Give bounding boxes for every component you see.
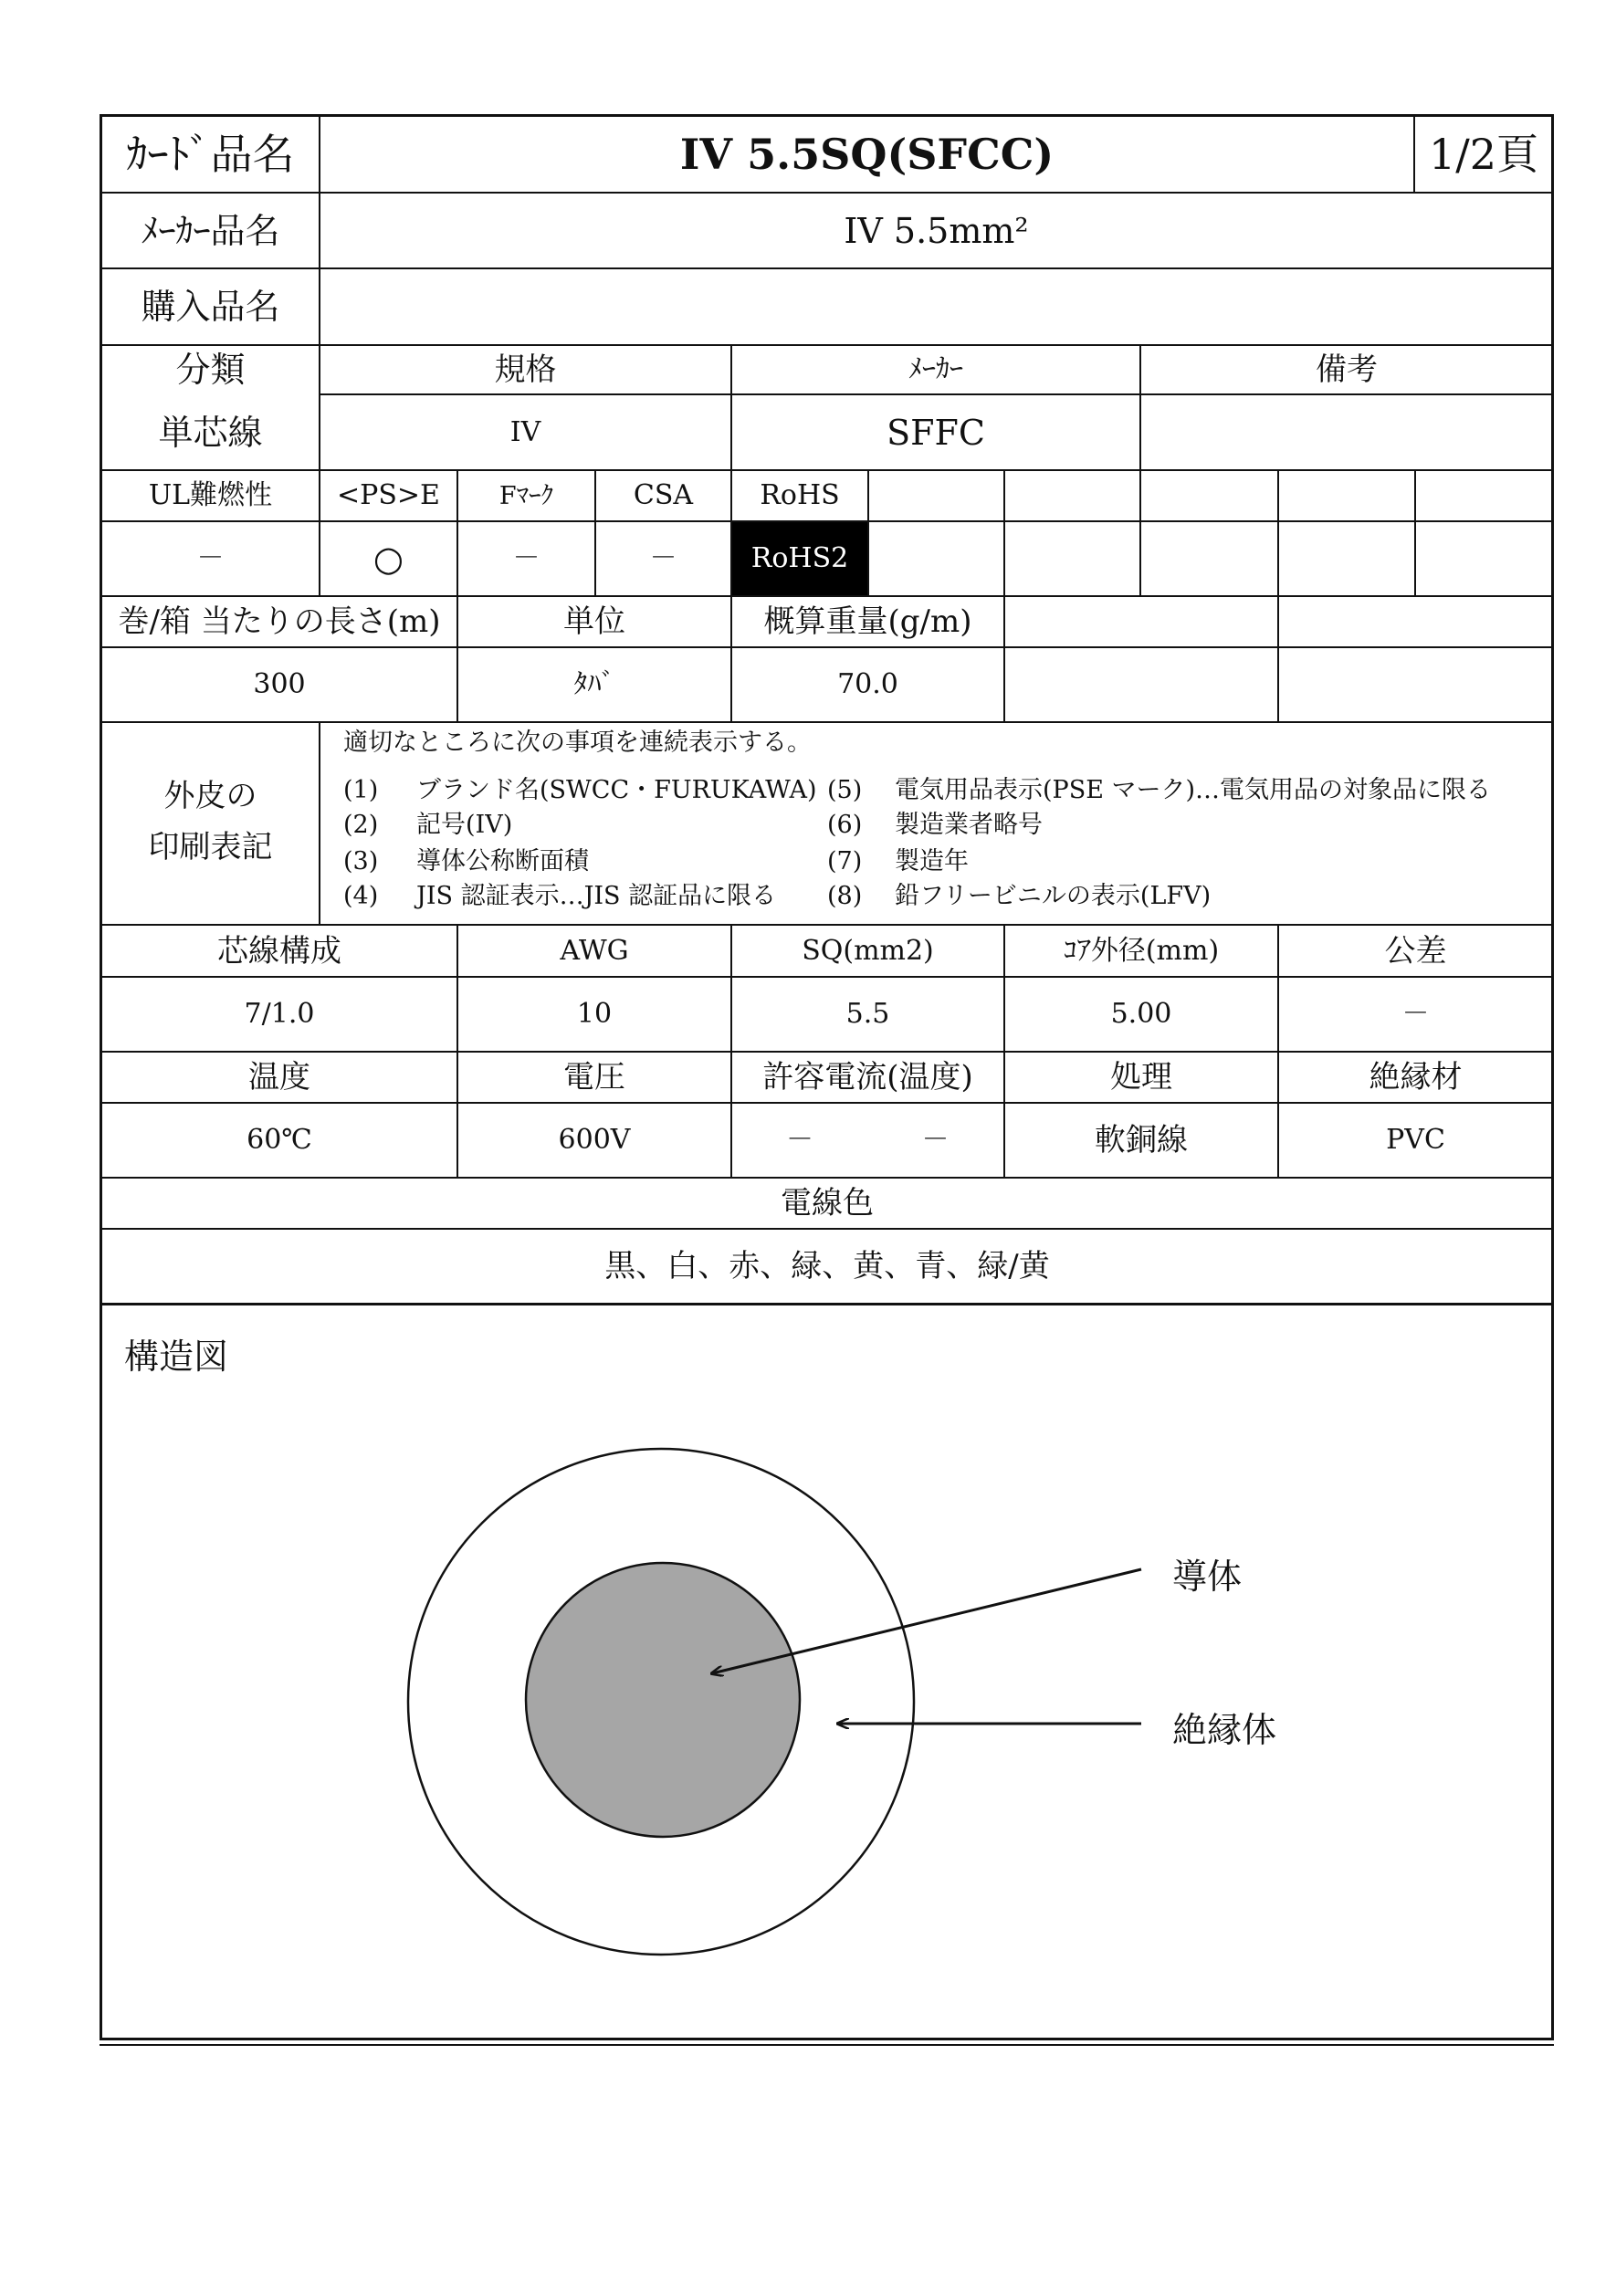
conductor-label: 導体 bbox=[1172, 1557, 1243, 1597]
item-number: (7) bbox=[827, 847, 863, 875]
purchase-name-label: 購入品名 bbox=[141, 287, 280, 327]
rating-header: 許容電流(温度) bbox=[762, 1059, 973, 1096]
approval-value bbox=[1279, 522, 1414, 595]
core-value: 5.5 bbox=[845, 998, 890, 1030]
rating-value: PVC bbox=[1386, 1124, 1445, 1156]
printing-label-line2: 印刷表記 bbox=[148, 829, 273, 865]
packaging-header bbox=[1005, 597, 1277, 646]
approval-header: <PS>E bbox=[337, 479, 440, 511]
approval-header: UL難燃性 bbox=[148, 479, 273, 511]
printing-label-line1: 外皮の bbox=[163, 778, 257, 814]
core-header: ｺｱ外径(mm) bbox=[1063, 934, 1220, 967]
core-header: 芯線構成 bbox=[217, 932, 341, 970]
rating-header: 電圧 bbox=[563, 1059, 625, 1096]
core-header: 公差 bbox=[1384, 932, 1447, 970]
purchase-name-value bbox=[320, 269, 1552, 344]
rating-header: 絶縁材 bbox=[1369, 1059, 1463, 1096]
approval-value: － bbox=[196, 542, 225, 574]
core-header: SQ(mm2) bbox=[802, 934, 934, 967]
rating-header: 処理 bbox=[1110, 1059, 1172, 1096]
item-text: 鉛フリービニルの表示(LFV) bbox=[895, 882, 1212, 910]
approval-value: － bbox=[512, 542, 540, 574]
wire-color-value: 黒、白、赤、緑、黄、青、緑/黄 bbox=[604, 1248, 1050, 1284]
approval-value bbox=[1416, 522, 1552, 595]
rule bbox=[319, 721, 320, 924]
weight-header: 概算重量(g/m) bbox=[763, 603, 972, 640]
item-text: 電気用品表示(PSE マーク)…電気用品の対象品に限る bbox=[895, 776, 1492, 804]
approval-value bbox=[869, 522, 1003, 595]
maker-name-value: IV 5.5mm² bbox=[844, 210, 1029, 251]
insulator-label: 絶縁体 bbox=[1172, 1710, 1277, 1750]
item-number: (1) bbox=[343, 776, 379, 804]
printing-intro: 適切なところに次の事項を連続表示する。 bbox=[343, 729, 812, 757]
maker-name-label: ﾒｰｶｰ品名 bbox=[141, 210, 280, 251]
rating-value: － bbox=[921, 1124, 950, 1156]
item-text: 製造年 bbox=[895, 847, 969, 875]
item-text: 記号(IV) bbox=[416, 811, 513, 839]
classification-header: 分類 bbox=[175, 350, 246, 390]
approval-header bbox=[1005, 471, 1139, 520]
approval-header bbox=[1141, 471, 1277, 520]
remarks-value bbox=[1141, 395, 1552, 469]
bottom-rule bbox=[100, 2044, 1554, 2046]
approval-header: Fﾏｰｸ bbox=[498, 481, 554, 510]
card-name-label: ｶｰﾄﾞ品名 bbox=[126, 130, 295, 179]
core-value: 10 bbox=[576, 998, 613, 1030]
weight-value: 70.0 bbox=[837, 668, 898, 700]
unit-value: ﾀﾊﾞ bbox=[573, 668, 615, 700]
core-value: 7/1.0 bbox=[244, 998, 315, 1030]
core-header: AWG bbox=[560, 934, 629, 967]
packaging-value bbox=[1005, 648, 1277, 721]
packaging-header bbox=[1279, 597, 1552, 646]
rating-value: 60℃ bbox=[247, 1124, 312, 1156]
item-number: (3) bbox=[343, 847, 379, 875]
approval-value bbox=[1141, 522, 1277, 595]
approval-value: － bbox=[649, 542, 677, 574]
item-text: 導体公称断面積 bbox=[416, 847, 589, 875]
core-value: － bbox=[1401, 998, 1430, 1030]
rule bbox=[100, 721, 1554, 723]
approval-value bbox=[1005, 522, 1139, 595]
structure-title: 構造図 bbox=[124, 1337, 229, 1377]
item-text: 製造業者略号 bbox=[895, 811, 1043, 839]
rohs-badge: RoHS2 bbox=[732, 522, 867, 595]
item-text: ブランド名(SWCC・FURUKAWA) bbox=[416, 776, 817, 804]
item-number: (8) bbox=[827, 882, 863, 910]
unit-header: 単位 bbox=[563, 603, 625, 640]
card-name-value: IV 5.5SQ(SFCC) bbox=[679, 130, 1055, 179]
rating-value: 600V bbox=[558, 1124, 631, 1156]
length-per-roll-header: 巻/箱 当たりの長さ(m) bbox=[118, 603, 441, 640]
rating-header: 温度 bbox=[248, 1059, 310, 1096]
rating-value: 軟銅線 bbox=[1095, 1122, 1188, 1158]
approval-header bbox=[1279, 471, 1414, 520]
item-text: JIS 認証表示…JIS 認証品に限る bbox=[416, 882, 777, 910]
approval-header bbox=[1416, 471, 1552, 520]
maker-value: SFFC bbox=[887, 412, 985, 453]
approval-value: ○ bbox=[373, 539, 404, 579]
standard-value: IV bbox=[509, 415, 541, 448]
rating-value: － bbox=[786, 1124, 813, 1156]
item-number: (4) bbox=[343, 882, 379, 910]
maker-header: ﾒｰｶｰ bbox=[908, 353, 963, 385]
packaging-value bbox=[1279, 648, 1552, 721]
page-number: 1/2頁 bbox=[1428, 130, 1539, 179]
approval-header: CSA bbox=[633, 479, 694, 511]
item-number: (6) bbox=[827, 811, 863, 839]
item-number: (5) bbox=[827, 776, 863, 804]
item-number: (2) bbox=[343, 811, 379, 839]
remarks-header: 備考 bbox=[1316, 351, 1378, 388]
approval-header bbox=[869, 471, 1003, 520]
length-per-roll-value: 300 bbox=[253, 668, 306, 700]
rule bbox=[100, 1303, 1554, 1305]
standard-header: 規格 bbox=[494, 351, 557, 388]
wire-color-header: 電線色 bbox=[781, 1185, 874, 1221]
core-value: 5.00 bbox=[1110, 998, 1172, 1030]
classification-value: 単芯線 bbox=[158, 412, 263, 453]
approval-header: RoHS bbox=[760, 479, 840, 511]
